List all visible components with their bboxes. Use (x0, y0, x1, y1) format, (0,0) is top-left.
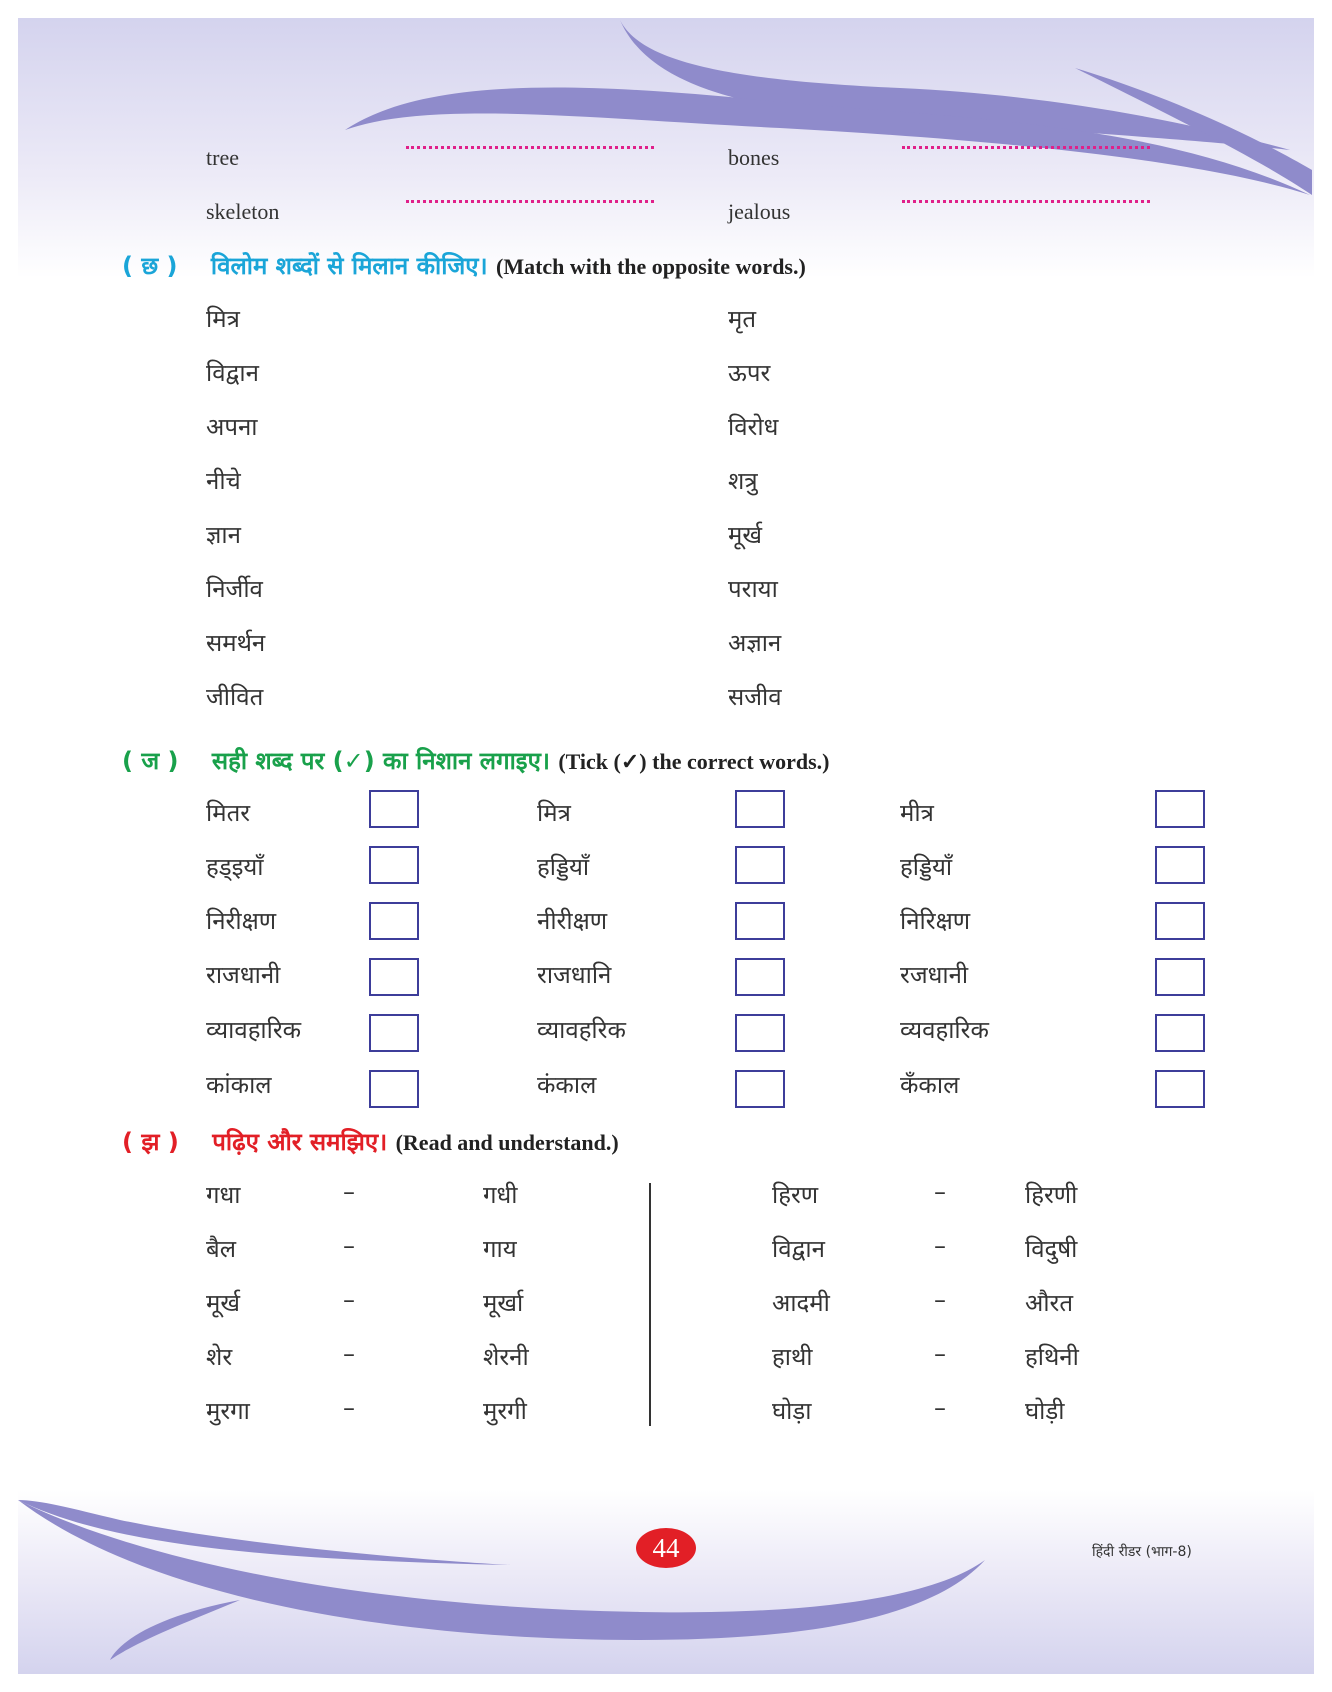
answer-blank-tree[interactable] (406, 146, 654, 149)
match-left-word: ज्ञान (206, 521, 241, 549)
tick-checkbox[interactable] (369, 902, 419, 940)
tick-option: निरीक्षण (206, 907, 277, 935)
section-jha-heading (122, 1125, 619, 1158)
bottom-swoosh-tail (110, 1600, 240, 1660)
bottom-swoosh-lower (18, 1500, 985, 1640)
tick-option: हड्इयाँ (206, 853, 264, 881)
tick-checkbox[interactable] (369, 958, 419, 996)
section-ja-title-hindi-part2: ) का निशान लगाइए। (363, 747, 550, 775)
match-left-word: जीवित (206, 683, 264, 711)
match-left-word: समर्थन (206, 629, 266, 657)
pair-dash: – (934, 1286, 946, 1314)
tick-option: हड्डियाँ (900, 853, 953, 881)
answer-blank-bones[interactable] (902, 146, 1150, 149)
pair-feminine: हिरणी (1025, 1181, 1078, 1209)
tick-option: मितर (206, 799, 251, 827)
match-left-word: अपना (206, 413, 258, 441)
pair-masculine: शेर (206, 1343, 233, 1371)
pair-dash: – (934, 1178, 946, 1206)
pair-masculine: गधा (206, 1181, 241, 1209)
pair-feminine: शेरनी (483, 1343, 529, 1371)
book-title-footer: हिंदी रीडर (भाग-8) (1092, 1544, 1192, 1560)
pair-masculine: घोड़ा (772, 1397, 812, 1425)
tick-option: व्यावहारिक (206, 1016, 302, 1044)
tick-option: व्यावहरिक (537, 1016, 626, 1044)
section-jha-marker: ( झ ) (122, 1128, 179, 1156)
tick-option: राजधानि (537, 961, 612, 989)
match-right-word: शत्रु (728, 467, 758, 495)
tick-checkbox[interactable] (1155, 1014, 1205, 1052)
pair-feminine: मूर्खा (483, 1289, 524, 1317)
match-right-word: मूर्ख (728, 521, 762, 549)
section-ja-title-english: (Tick (✓) the correct words.) (558, 749, 830, 774)
match-left-word: विद्वान (206, 359, 259, 387)
section-jha-title-english: (Read and understand.) (395, 1130, 619, 1155)
section-chh-marker: ( छ ) (122, 252, 178, 280)
tick-checkbox[interactable] (735, 846, 785, 884)
tick-checkbox[interactable] (735, 1014, 785, 1052)
pair-feminine: गाय (483, 1235, 517, 1263)
vocab-word-jealous: jealous (728, 199, 791, 224)
pair-dash: – (343, 1286, 355, 1314)
pair-feminine: गधी (483, 1181, 518, 1209)
tick-checkbox[interactable] (1155, 846, 1205, 884)
tick-checkbox[interactable] (735, 958, 785, 996)
pair-feminine: मुरगी (483, 1397, 527, 1425)
match-right-word: सजीव (728, 683, 782, 711)
tick-checkbox[interactable] (369, 1014, 419, 1052)
tick-checkbox[interactable] (369, 790, 419, 828)
vocab-word-skeleton: skeleton (206, 199, 280, 224)
match-right-word: अज्ञान (728, 629, 782, 657)
match-right-word: विरोध (728, 413, 779, 441)
section-chh-heading (122, 249, 806, 282)
vocab-word-bones: bones (728, 145, 780, 170)
pair-dash: – (934, 1340, 946, 1368)
tick-checkbox[interactable] (1155, 958, 1205, 996)
match-left-word: नीचे (206, 467, 241, 495)
pair-feminine: विदुषी (1025, 1235, 1078, 1263)
tick-option: राजधानी (206, 961, 281, 989)
pair-feminine: हथिनी (1025, 1343, 1079, 1371)
pair-masculine: हाथी (772, 1343, 813, 1371)
column-divider (649, 1183, 651, 1426)
pair-masculine: विद्वान (772, 1235, 825, 1263)
pair-dash: – (934, 1394, 946, 1422)
match-right-word: पराया (728, 575, 778, 603)
pair-masculine: बैल (206, 1235, 236, 1263)
answer-blank-skeleton[interactable] (406, 200, 654, 203)
tick-checkbox[interactable] (735, 1070, 785, 1108)
pair-masculine: मुरगा (206, 1397, 250, 1425)
pair-feminine: घोड़ी (1025, 1397, 1065, 1425)
vocab-word-tree: tree (206, 145, 239, 170)
tick-checkbox[interactable] (735, 902, 785, 940)
tick-option: व्यवहारिक (900, 1016, 989, 1044)
tick-option: कंकाल (537, 1071, 597, 1099)
page-number: 44 (636, 1528, 696, 1568)
check-mark-icon: ✓ (343, 747, 364, 775)
tick-checkbox[interactable] (369, 1070, 419, 1108)
tick-checkbox[interactable] (1155, 902, 1205, 940)
tick-option: निरिक्षण (900, 907, 971, 935)
tick-option: मित्र (537, 799, 571, 827)
tick-option: रजधानी (900, 961, 969, 989)
tick-checkbox[interactable] (369, 846, 419, 884)
section-ja-marker: ( ज ) (122, 747, 179, 775)
section-ja-title-hindi-part1: सही शब्द पर ( (211, 747, 344, 775)
answer-blank-jealous[interactable] (902, 200, 1150, 203)
tick-checkbox[interactable] (1155, 1070, 1205, 1108)
tick-checkbox[interactable] (1155, 790, 1205, 828)
pair-masculine: आदमी (772, 1289, 830, 1317)
section-ja-heading (122, 744, 829, 777)
pair-dash: – (343, 1394, 355, 1422)
pair-dash: – (343, 1232, 355, 1260)
pair-masculine: मूर्ख (206, 1289, 240, 1317)
section-jha-title-hindi: पढ़िए और समझिए। (212, 1128, 388, 1156)
tick-option: हड्डियाँ (537, 853, 590, 881)
match-left-word: निर्जीव (206, 575, 263, 603)
section-chh-title-english: (Match with the opposite words.) (496, 254, 806, 279)
section-chh-title-hindi: विलोम शब्दों से मिलान कीजिए। (210, 252, 488, 280)
tick-option: नीरीक्षण (537, 907, 608, 935)
tick-option: कँकाल (900, 1071, 960, 1099)
pair-dash: – (343, 1340, 355, 1368)
pair-feminine: औरत (1025, 1289, 1074, 1317)
match-right-word: ऊपर (728, 359, 771, 387)
tick-option: मीत्र (900, 799, 934, 827)
pair-dash: – (343, 1178, 355, 1206)
tick-checkbox[interactable] (735, 790, 785, 828)
pair-dash: – (934, 1232, 946, 1260)
match-right-word: मृत (728, 305, 757, 333)
match-left-word: मित्र (206, 305, 240, 333)
tick-option: कांकाल (206, 1071, 272, 1099)
pair-masculine: हिरण (772, 1181, 819, 1209)
